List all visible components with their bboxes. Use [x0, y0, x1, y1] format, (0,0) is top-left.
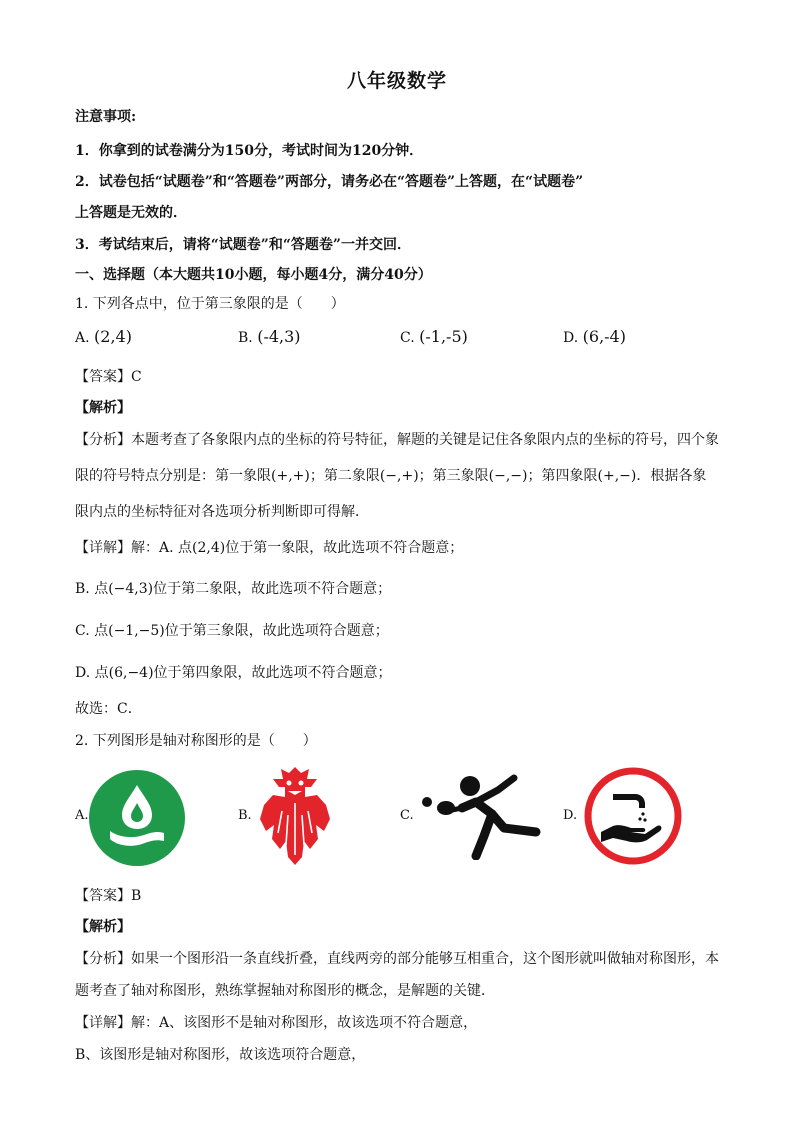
- q1-option-b: [238, 327, 301, 346]
- q1-analysis-line-2: 限的符号特点分别是：第一象限(+,+)；第二象限(−,+)；第三象限(−,−)；第四象限(+,−)．根据各象: [75, 468, 707, 484]
- q1-detail-line-4: D. 点(6,−4)位于第四象限，故此选项不符合题意；: [75, 665, 392, 681]
- option-label: A.: [75, 330, 90, 346]
- q1-detail-line-2: B. 点(−4,3)位于第二象限，故此选项不符合题意；: [75, 581, 392, 597]
- option-value: (6,-4): [582, 327, 626, 346]
- q2-label-a: A.: [75, 808, 89, 823]
- q2-label-b: B.: [238, 808, 252, 823]
- q1-option-a: [75, 327, 132, 346]
- option-value: (-1,-5): [419, 327, 468, 346]
- notice-item-1: 1．你拿到的试卷满分为150分，考试时间为120分钟．: [75, 143, 424, 159]
- q2-label-d: D.: [563, 808, 578, 823]
- q1-analysis-line-3: 限内点的坐标特征对各选项分析判断即可得解．: [75, 504, 369, 520]
- option-label: B.: [238, 330, 253, 346]
- q1-option-c: [400, 327, 468, 346]
- q1-analysis-line-1: 【分析】本题考查了各象限内点的坐标的符号特征，解题的关键是记住各象限内点的坐标的符号，四个象: [75, 432, 719, 448]
- option-label: C.: [400, 330, 415, 346]
- option-value: (2,4): [94, 327, 132, 346]
- q2-figure-c-table-tennis-player: [418, 772, 542, 860]
- q1-option-d: [563, 327, 626, 346]
- q2-figure-a-water-logo: [88, 769, 186, 867]
- q1-detail-line-1: 【详解】解：A. 点(2,4)位于第一象限，故此选项不符合题意；: [75, 540, 464, 556]
- q2-label-c: C.: [400, 808, 414, 823]
- q1-stem: 1. 下列各点中，位于第三象限的是（ ）: [75, 296, 345, 312]
- notice-item-2: 2．试卷包括“试题卷”和“答题卷”两部分，请务必在“答题卷”上答题，在“试题卷”: [75, 174, 584, 190]
- option-label: D.: [563, 330, 579, 346]
- notice-item-2-cont: 上答题是无效的．: [75, 205, 187, 221]
- section-heading: 一、选择题（本大题共10小题，每小题4分，满分40分）: [75, 267, 432, 283]
- q1-conclusion: 故选：C．: [75, 701, 142, 717]
- q1-analysis-tag: 【解析】: [75, 400, 131, 416]
- q2-analysis-tag: 【解析】: [75, 919, 131, 935]
- q2-stem: 2. 下列图形是轴对称图形的是（ ）: [75, 733, 317, 749]
- q1-detail-line-3: C. 点(−1,−5)位于第三象限，故此选项符合题意；: [75, 623, 389, 639]
- option-value: (-4,3): [257, 327, 301, 346]
- q2-analysis-line-2: 题考查了轴对称图形，熟练掌握轴对称图形的概念，是解题的关键．: [75, 983, 495, 999]
- notice-item-3: 3．考试结束后，请将“试题卷”和“答题卷”一并交回．: [75, 237, 411, 253]
- q2-detail-line-2: B、该图形是轴对称图形，故该选项符合题意，: [75, 1047, 366, 1063]
- q2-figure-b-papercut-figure: [258, 765, 332, 867]
- q2-answer: 【答案】B: [75, 888, 142, 904]
- notice-heading: 注意事项:: [75, 109, 137, 125]
- q2-detail-line-1: 【详解】解：A、该图形不是轴对称图形，故该选项不符合题意，: [75, 1015, 478, 1031]
- q1-answer: 【答案】C: [75, 369, 142, 385]
- q2-figure-d-handwash-sign: [583, 766, 683, 866]
- page-title: 八年级数学: [346, 70, 447, 92]
- q2-analysis-line-1: 【分析】如果一个图形沿一条直线折叠，直线两旁的部分能够互相重合，这个图形就叫做轴对称图形，本: [75, 951, 719, 967]
